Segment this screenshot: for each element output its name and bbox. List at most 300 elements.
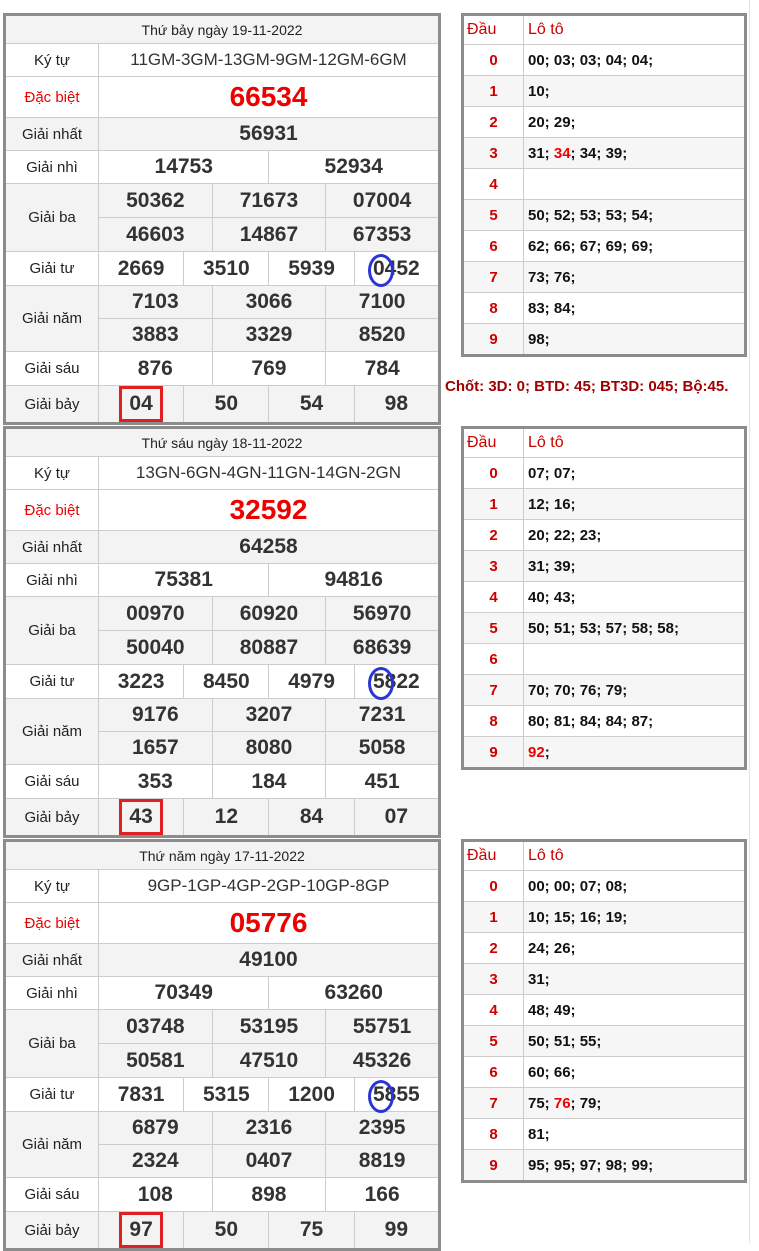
loto-head-digit: 7 (463, 675, 524, 706)
draw-date: Thứ sáu ngày 18-11-2022 (5, 428, 440, 457)
loto-head-digit: 3 (463, 964, 524, 995)
label-giai-ba: Giải ba (5, 597, 99, 665)
loto-row (463, 613, 746, 644)
loto-number: 87; (631, 712, 654, 730)
loto-number: ; (570, 144, 580, 162)
giai-bay-number: 50 (184, 386, 269, 424)
loto-number: 40; (528, 588, 554, 606)
giai-ba-number: 60920 (212, 597, 326, 631)
loto-number: 00; (553, 877, 580, 895)
giai-ba-number: 45326 (326, 1044, 440, 1078)
giai-bay-number: 07 (354, 799, 439, 837)
draw-date: Thứ năm ngày 17-11-2022 (5, 841, 440, 870)
loto-number: 16; (553, 495, 576, 513)
loto-row (463, 1057, 746, 1088)
loto-numbers (524, 293, 746, 324)
loto-number: 60; (528, 1063, 554, 1081)
highlight-box: 43 (119, 799, 162, 835)
loto-head-digit: 0 (463, 458, 524, 489)
giai-nam-number: 8819 (326, 1145, 440, 1178)
giai-ba-number: 67353 (326, 218, 440, 252)
loto-numbers (524, 582, 746, 613)
giai-bay-number: 54 (269, 386, 354, 424)
loto-number: 76; (553, 268, 576, 286)
loto-number: 53; (579, 619, 606, 637)
giai-tu-number: 5822 (354, 665, 439, 699)
loto-number: 81; (528, 1125, 550, 1143)
loto-number: 08; (605, 877, 628, 895)
label-giai-nhi: Giải nhì (5, 151, 99, 184)
loto-head-digit: 1 (463, 76, 524, 107)
page-divider (749, 0, 750, 1243)
loto-number: 75; (528, 1094, 554, 1112)
loto-number: 49; (553, 1001, 576, 1019)
loto-numbers (524, 551, 746, 582)
loto-head-digit: 5 (463, 200, 524, 231)
label-giai-ba: Giải ba (5, 184, 99, 252)
loto-number: 29; (553, 113, 576, 131)
giai-bay-number: 99 (354, 1212, 439, 1250)
loto-number: 95; (553, 1156, 580, 1174)
label-dac-biet: Đặc biệt (5, 903, 99, 944)
loto-number: 34; (579, 144, 606, 162)
dac-biet-value: 66534 (99, 77, 440, 118)
label-ky-tu: Ký tự (5, 870, 99, 903)
loto-number: 52; (553, 206, 580, 224)
loto-number: 76; (579, 681, 606, 699)
label-giai-nhat: Giải nhất (5, 531, 99, 564)
giai-tu-number: 4979 (269, 665, 354, 699)
loto-table (461, 13, 747, 357)
loto-numbers (524, 262, 746, 293)
loto-number: ; (544, 743, 550, 761)
loto-number: 43; (553, 588, 576, 606)
loto-number: 39; (605, 144, 628, 162)
loto-head-digit: 5 (463, 1026, 524, 1057)
loto-row (463, 45, 746, 76)
loto-number: 10; (528, 82, 550, 100)
loto-numbers (524, 107, 746, 138)
loto-head-digit: 3 (463, 138, 524, 169)
giai-nam-number: 9176 (99, 699, 213, 732)
giai-nhat-value: 64258 (99, 531, 440, 564)
circled-digit: 0 (372, 256, 385, 280)
loto-number: 99; (631, 1156, 654, 1174)
loto-head-digit: 2 (463, 933, 524, 964)
label-giai-tu: Giải tư (5, 1078, 99, 1112)
loto-numbers (524, 964, 746, 995)
label-giai-tu: Giải tư (5, 252, 99, 286)
loto-numbers (524, 902, 746, 933)
loto-number: 31; (528, 557, 554, 575)
loto-row (463, 293, 746, 324)
giai-tu-number: 0452 (354, 252, 439, 286)
loto-row (463, 231, 746, 262)
giai-tu-number: 3510 (184, 252, 269, 286)
giai-tu-number: 5939 (269, 252, 354, 286)
ky-tu-value: 13GN-6GN-4GN-11GN-14GN-2GN (99, 457, 440, 490)
loto-row (463, 1119, 746, 1150)
loto-numbers (524, 871, 746, 902)
label-giai-nhat: Giải nhất (5, 118, 99, 151)
loto-number: 07; (579, 877, 606, 895)
label-giai-bay: Giải bảy (5, 799, 99, 837)
result-table (3, 13, 441, 425)
loto-number: 84; (553, 299, 576, 317)
giai-bay-number: 75 (269, 1212, 354, 1250)
loto-header-dau: Đầu (463, 841, 524, 871)
loto-row (463, 737, 746, 769)
loto-head-digit: 7 (463, 262, 524, 293)
loto-row (463, 675, 746, 706)
label-giai-ba: Giải ba (5, 1010, 99, 1078)
label-giai-nhi: Giải nhì (5, 977, 99, 1010)
loto-number: 03; (579, 51, 606, 69)
loto-number: 48; (528, 1001, 554, 1019)
giai-tu-number: 5315 (184, 1078, 269, 1112)
label-giai-nam: Giải năm (5, 1112, 99, 1178)
dac-biet-value: 05776 (99, 903, 440, 944)
loto-number: 24; (528, 939, 554, 957)
loto-header-loto: Lô tô (524, 15, 746, 45)
ky-tu-value: 11GM-3GM-13GM-9GM-12GM-6GM (99, 44, 440, 77)
giai-nhi-number: 75381 (99, 564, 269, 597)
loto-row (463, 520, 746, 551)
loto-row (463, 76, 746, 107)
circled-digit: 5 (372, 669, 385, 693)
loto-row (463, 489, 746, 520)
loto-number: 84; (579, 712, 606, 730)
loto-number: 04; (605, 51, 632, 69)
giai-sau-number: 184 (212, 765, 326, 799)
circled-digit: 5 (372, 1082, 385, 1106)
loto-header-dau: Đầu (463, 428, 524, 458)
giai-nam-number: 1657 (99, 732, 213, 765)
loto-number: 53; (579, 206, 606, 224)
loto-numbers (524, 76, 746, 107)
loto-numbers (524, 489, 746, 520)
giai-sau-number: 451 (326, 765, 440, 799)
loto-number: 62; (528, 237, 554, 255)
giai-tu-number: 1200 (269, 1078, 354, 1112)
loto-number: 00; (528, 51, 554, 69)
loto-row (463, 107, 746, 138)
giai-nam-number: 6879 (99, 1112, 213, 1145)
label-giai-tu: Giải tư (5, 665, 99, 699)
giai-nam-number: 3329 (212, 319, 326, 352)
giai-ba-number: 50040 (99, 631, 213, 665)
loto-row (463, 458, 746, 489)
giai-ba-number: 46603 (99, 218, 213, 252)
ky-tu-value: 9GP-1GP-4GP-2GP-10GP-8GP (99, 870, 440, 903)
loto-numbers (524, 458, 746, 489)
loto-number: 95; (528, 1156, 554, 1174)
loto-number: 19; (605, 908, 628, 926)
giai-nam-number: 7231 (326, 699, 440, 732)
loto-header-dau: Đầu (463, 15, 524, 45)
giai-sau-number: 898 (212, 1178, 326, 1212)
loto-numbers (524, 737, 746, 769)
giai-nam-number: 7103 (99, 286, 213, 319)
loto-head-digit: 1 (463, 902, 524, 933)
dac-biet-value: 32592 (99, 490, 440, 531)
loto-head-digit: 0 (463, 871, 524, 902)
giai-tu-number: 8450 (184, 665, 269, 699)
loto-head-digit: 2 (463, 520, 524, 551)
giai-sau-number: 876 (99, 352, 213, 386)
loto-number: 80; (528, 712, 554, 730)
giai-nhat-value: 56931 (99, 118, 440, 151)
label-giai-sau: Giải sáu (5, 1178, 99, 1212)
loto-number: 00; (528, 877, 554, 895)
loto-number: 53; (605, 206, 632, 224)
loto-number: 23; (579, 526, 602, 544)
giai-tu-number: 5855 (354, 1078, 439, 1112)
label-giai-nam: Giải năm (5, 286, 99, 352)
loto-number: 51; (553, 619, 580, 637)
loto-number: 20; (528, 113, 554, 131)
loto-numbers (524, 520, 746, 551)
loto-row (463, 138, 746, 169)
giai-nam-number: 7100 (326, 286, 440, 319)
loto-number: 76 (553, 1094, 571, 1112)
loto-head-digit: 4 (463, 582, 524, 613)
loto-numbers (524, 644, 746, 675)
loto-row (463, 964, 746, 995)
loto-head-digit: 2 (463, 107, 524, 138)
loto-numbers (524, 1057, 746, 1088)
giai-bay-number: 84 (269, 799, 354, 837)
giai-bay-number (99, 386, 184, 424)
loto-head-digit: 5 (463, 613, 524, 644)
giai-bay-number (99, 799, 184, 837)
loto-head-digit: 6 (463, 644, 524, 675)
loto-numbers (524, 1026, 746, 1057)
loto-numbers (524, 1088, 746, 1119)
label-dac-biet: Đặc biệt (5, 77, 99, 118)
giai-nam-number: 8520 (326, 319, 440, 352)
draw-date: Thứ bảy ngày 19-11-2022 (5, 15, 440, 44)
loto-number: 92 (528, 743, 545, 761)
loto-numbers (524, 231, 746, 262)
result-table (3, 839, 441, 1251)
giai-nam-number: 2395 (326, 1112, 440, 1145)
loto-numbers (524, 169, 746, 200)
loto-row (463, 995, 746, 1026)
loto-numbers (524, 45, 746, 76)
loto-numbers (524, 200, 746, 231)
label-giai-nhi: Giải nhì (5, 564, 99, 597)
giai-nhi-number: 70349 (99, 977, 269, 1010)
giai-sau-number: 769 (212, 352, 326, 386)
loto-numbers (524, 933, 746, 964)
giai-nam-number: 5058 (326, 732, 440, 765)
loto-number: 03; (553, 51, 580, 69)
loto-number: ; (570, 1094, 580, 1112)
label-giai-nhat: Giải nhất (5, 944, 99, 977)
giai-bay-number: 50 (184, 1212, 269, 1250)
loto-number: 50; (528, 1032, 554, 1050)
loto-number: 70; (553, 681, 580, 699)
loto-number: 04; (631, 51, 654, 69)
loto-head-digit: 9 (463, 1150, 524, 1182)
result-table (3, 426, 441, 838)
giai-nhi-number: 94816 (269, 564, 440, 597)
loto-row (463, 1150, 746, 1182)
loto-head-digit: 7 (463, 1088, 524, 1119)
loto-head-digit: 8 (463, 706, 524, 737)
giai-ba-number: 07004 (326, 184, 440, 218)
giai-ba-number: 53195 (212, 1010, 326, 1044)
loto-number: 07; (528, 464, 554, 482)
loto-number: 84; (605, 712, 632, 730)
loto-row (463, 582, 746, 613)
loto-number: 83; (528, 299, 554, 317)
loto-number: 50; (528, 619, 554, 637)
loto-numbers (524, 324, 746, 356)
loto-head-digit: 0 (463, 45, 524, 76)
loto-row (463, 706, 746, 737)
loto-numbers (524, 995, 746, 1026)
loto-number: 58; (631, 619, 658, 637)
loto-row (463, 644, 746, 675)
loto-number: 51; (553, 1032, 580, 1050)
loto-number: 31; (528, 144, 554, 162)
loto-row (463, 933, 746, 964)
label-ky-tu: Ký tự (5, 44, 99, 77)
giai-nhi-number: 63260 (269, 977, 440, 1010)
loto-head-digit: 3 (463, 551, 524, 582)
loto-numbers (524, 1150, 746, 1182)
giai-nhat-value: 49100 (99, 944, 440, 977)
loto-row (463, 902, 746, 933)
loto-numbers (524, 1119, 746, 1150)
giai-ba-number: 50581 (99, 1044, 213, 1078)
giai-bay-number: 98 (354, 386, 439, 424)
loto-number: 34 (553, 144, 571, 162)
giai-sau-number: 784 (326, 352, 440, 386)
loto-number: 55; (579, 1032, 602, 1050)
loto-header-loto: Lô tô (524, 841, 746, 871)
label-giai-sau: Giải sáu (5, 765, 99, 799)
loto-row (463, 324, 746, 356)
loto-head-digit: 6 (463, 231, 524, 262)
loto-number: 54; (631, 206, 654, 224)
giai-ba-number: 50362 (99, 184, 213, 218)
giai-ba-number: 56970 (326, 597, 440, 631)
loto-row (463, 551, 746, 582)
loto-number: 69; (605, 237, 632, 255)
loto-number: 70; (528, 681, 554, 699)
loto-numbers (524, 706, 746, 737)
giai-nam-number: 3883 (99, 319, 213, 352)
loto-number: 98; (605, 1156, 632, 1174)
loto-row (463, 200, 746, 231)
loto-row (463, 1026, 746, 1057)
loto-row (463, 262, 746, 293)
loto-numbers (524, 675, 746, 706)
label-dac-biet: Đặc biệt (5, 490, 99, 531)
giai-ba-number: 14867 (212, 218, 326, 252)
giai-nam-number: 2324 (99, 1145, 213, 1178)
loto-head-digit: 4 (463, 169, 524, 200)
loto-number: 73; (528, 268, 554, 286)
loto-number: 67; (579, 237, 606, 255)
loto-table (461, 839, 747, 1183)
giai-bay-number: 12 (184, 799, 269, 837)
loto-number: 12; (528, 495, 554, 513)
giai-nhi-number: 52934 (269, 151, 440, 184)
loto-number: 07; (553, 464, 576, 482)
loto-head-digit: 8 (463, 1119, 524, 1150)
loto-number: 22; (553, 526, 580, 544)
loto-head-digit: 1 (463, 489, 524, 520)
label-ky-tu: Ký tự (5, 457, 99, 490)
giai-ba-number: 55751 (326, 1010, 440, 1044)
giai-tu-number: 2669 (99, 252, 184, 286)
loto-number: 26; (553, 939, 576, 957)
loto-header-loto: Lô tô (524, 428, 746, 458)
highlight-box: 97 (119, 1212, 162, 1248)
loto-number: 79; (579, 1094, 602, 1112)
loto-number: 66; (553, 1063, 576, 1081)
label-giai-nam: Giải năm (5, 699, 99, 765)
loto-number: 50; (528, 206, 554, 224)
label-giai-bay: Giải bảy (5, 1212, 99, 1250)
loto-number: 69; (631, 237, 654, 255)
giai-sau-number: 108 (99, 1178, 213, 1212)
loto-row (463, 169, 746, 200)
loto-head-digit: 4 (463, 995, 524, 1026)
loto-head-digit: 9 (463, 737, 524, 769)
loto-numbers (524, 138, 746, 169)
prediction-note: Chốt: 3D: 0; BTD: 45; BT3D: 045; Bộ:45. (445, 378, 729, 395)
giai-ba-number: 03748 (99, 1010, 213, 1044)
loto-number: 10; (528, 908, 554, 926)
loto-number: 79; (605, 681, 628, 699)
loto-number: 20; (528, 526, 554, 544)
giai-nam-number: 3066 (212, 286, 326, 319)
giai-sau-number: 353 (99, 765, 213, 799)
loto-number: 57; (605, 619, 632, 637)
loto-head-digit: 9 (463, 324, 524, 356)
highlight-box: 04 (119, 386, 162, 422)
label-giai-sau: Giải sáu (5, 352, 99, 386)
giai-bay-number (99, 1212, 184, 1250)
giai-sau-number: 166 (326, 1178, 440, 1212)
loto-row (463, 871, 746, 902)
loto-number: 97; (579, 1156, 606, 1174)
loto-numbers (524, 613, 746, 644)
loto-number: 66; (553, 237, 580, 255)
loto-number: 15; (553, 908, 580, 926)
loto-row (463, 1088, 746, 1119)
giai-nhi-number: 14753 (99, 151, 269, 184)
giai-ba-number: 80887 (212, 631, 326, 665)
loto-head-digit: 8 (463, 293, 524, 324)
giai-nam-number: 0407 (212, 1145, 326, 1178)
loto-number: 16; (579, 908, 606, 926)
giai-tu-number: 7831 (99, 1078, 184, 1112)
giai-ba-number: 00970 (99, 597, 213, 631)
giai-nam-number: 3207 (212, 699, 326, 732)
loto-number: 58; (657, 619, 679, 637)
giai-ba-number: 71673 (212, 184, 326, 218)
loto-head-digit: 6 (463, 1057, 524, 1088)
loto-number: 98; (528, 330, 550, 348)
loto-number: 39; (553, 557, 576, 575)
giai-nam-number: 2316 (212, 1112, 326, 1145)
